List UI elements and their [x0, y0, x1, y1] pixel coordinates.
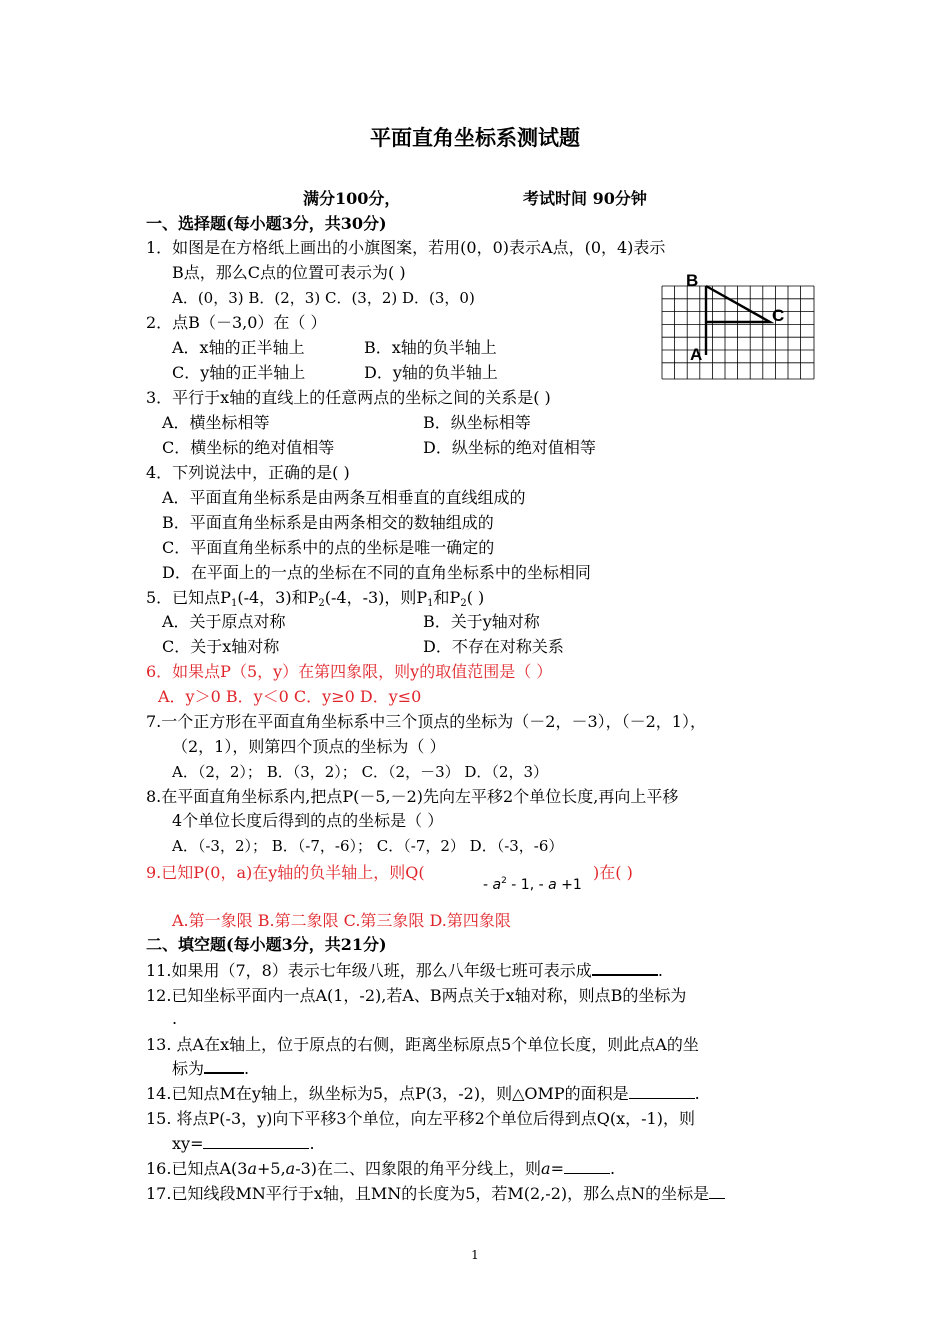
- q9-stem-end: )在( ): [593, 863, 633, 882]
- page-number: 1: [471, 1248, 479, 1262]
- section1-header: 一、选择题(每小题3分，共30分): [146, 214, 387, 233]
- point-c-label: C: [772, 306, 785, 325]
- q13-line2: 标为 .: [172, 1059, 250, 1078]
- q3-option-b: B．纵坐标相等: [423, 413, 531, 432]
- exam-time: 考试时间 90分钟: [523, 189, 647, 208]
- q7-line2: （2，1），则第四个顶点的坐标为（ ）: [172, 737, 446, 756]
- q4-stem: 4．下列说法中，正确的是( ): [146, 463, 350, 482]
- q5-option-d: D．不存在对称关系: [423, 637, 564, 656]
- q13-line1: 13. 点A在x轴上，位于原点的右侧，距离坐标原点5个单位长度，则此点A的坐: [146, 1035, 699, 1054]
- q4-option-c: C．平面直角坐标系中的点的坐标是唯一确定的: [162, 538, 495, 557]
- q8-line1: 8.在平面直角坐标系内,把点P(－5,－2)先向左平移2个单位长度,再向上平移: [146, 787, 679, 806]
- q16-blank[interactable]: [564, 1173, 610, 1174]
- q8-line2: 4个单位长度后得到的点的坐标是（ ）: [172, 811, 444, 830]
- q1-line1: 1．如图是在方格纸上画出的小旗图案，若用(0，0)表示A点，(0，4)表示: [146, 238, 666, 257]
- q11-text: 11.如果用（7，8）表示七年级八班，那么八年级七班可表示成 .: [146, 961, 663, 980]
- q12-line2: .: [172, 1009, 178, 1028]
- q11-blank[interactable]: [592, 974, 658, 976]
- q2-stem: 2．点B（－3,0）在（ ）: [146, 313, 327, 332]
- q9-formula: - $a^2 - 1$, - a +1: [483, 876, 582, 893]
- q15-blank[interactable]: [203, 1148, 309, 1149]
- q9-stem-pre: 9.已知P(0，a)在y轴的负半轴上，则Q(: [146, 863, 425, 882]
- q4-option-d: D．在平面上的一点的坐标在不同的直角坐标系中的坐标相同: [162, 563, 591, 582]
- q6-options: A．y＞0 B．y＜0 C．y≥0 D．y≤0: [158, 687, 422, 706]
- q4-option-b: B．平面直角坐标系是由两条相交的数轴组成的: [162, 513, 494, 532]
- q12-line1: 12.已知坐标平面内一点A(1，-2),若A、B两点关于x轴对称，则点B的坐标为: [146, 986, 687, 1005]
- q2-option-a: A．x轴的正半轴上: [172, 338, 305, 357]
- q15-line1: 15. 将点P(-3，y)向下平移3个单位，向左平移2个单位后得到点Q(x，-1)，则: [146, 1109, 695, 1128]
- q2-option-b: B．x轴的负半轴上: [364, 338, 497, 357]
- q17-text: 17.已知线段MN平行于x轴，且MN的长度为5，若M(2,-2)，那么点N的坐标是: [146, 1183, 725, 1205]
- q7-options: A．（2，2）； B．（3，2）； C．（2，－3） D．（2，3）: [172, 763, 549, 781]
- q14-text: 14.已知点M在y轴上，纵坐标为5，点P(3，-2)，则△OMP的面积是 .: [146, 1084, 700, 1103]
- q13-blank[interactable]: [204, 1072, 244, 1074]
- q2-option-c: C．y轴的正半轴上: [172, 363, 306, 382]
- page-title: 平面直角坐标系测试题: [370, 125, 580, 150]
- q5-stem: 5．已知点$P_1(-4$，3)和$P_2(-4$，-3)，则$P_1$和$P_2$( ): [146, 588, 485, 609]
- q5-option-c: C．关于x轴对称: [162, 637, 280, 656]
- q3-option-a: A．横坐标相等: [162, 413, 270, 432]
- full-score: 满分100分，: [303, 189, 401, 208]
- q2-option-d: D．y轴的负半轴上: [364, 363, 498, 382]
- q5-option-b: B．关于y轴对称: [423, 612, 540, 631]
- q1-line2: B点，那么C点的位置可表示为( ): [172, 263, 406, 282]
- q15-line2: xy= .: [172, 1134, 315, 1153]
- q4-option-a: A．平面直角坐标系是由两条互相垂直的直线组成的: [162, 488, 526, 507]
- q14-blank[interactable]: [629, 1098, 695, 1099]
- q1-options: A．(0，3) B．(2，3) C．(3，2) D．(3，0): [172, 289, 475, 307]
- section2-header: 二、填空题(每小题3分，共21分): [146, 935, 387, 954]
- q16-text: 16.已知点A(3a+5,a-3)在二、四象限的角平分线上，则a= .: [146, 1159, 616, 1178]
- q8-options: A．（-3，2）； B．（-7，-6）； C．（-7，2） D．（-3，-6）: [172, 837, 564, 855]
- flag-grid-figure: [660, 268, 820, 382]
- q6-stem: 6．如果点P（5，y）在第四象限，则y的取值范围是（ ）: [146, 662, 553, 681]
- point-a-label: A: [690, 345, 703, 364]
- q3-option-d: D．纵坐标的绝对值相等: [423, 438, 596, 457]
- q3-stem: 3．平行于x轴的直线上的任意两点的坐标之间的关系是( ): [146, 388, 551, 407]
- q17-blank[interactable]: [709, 1198, 725, 1199]
- q7-line1: 7.一个正方形在平面直角坐标系中三个顶点的坐标为（－2，－3），（－2，1），: [146, 712, 706, 731]
- q3-option-c: C．横坐标的绝对值相等: [162, 438, 335, 457]
- q5-option-a: A．关于原点对称: [162, 612, 286, 631]
- grid-lines: [662, 286, 814, 379]
- point-b-label: B: [686, 271, 699, 290]
- q9-options: A.第一象限 B.第二象限 C.第三象限 D.第四象限: [172, 911, 511, 930]
